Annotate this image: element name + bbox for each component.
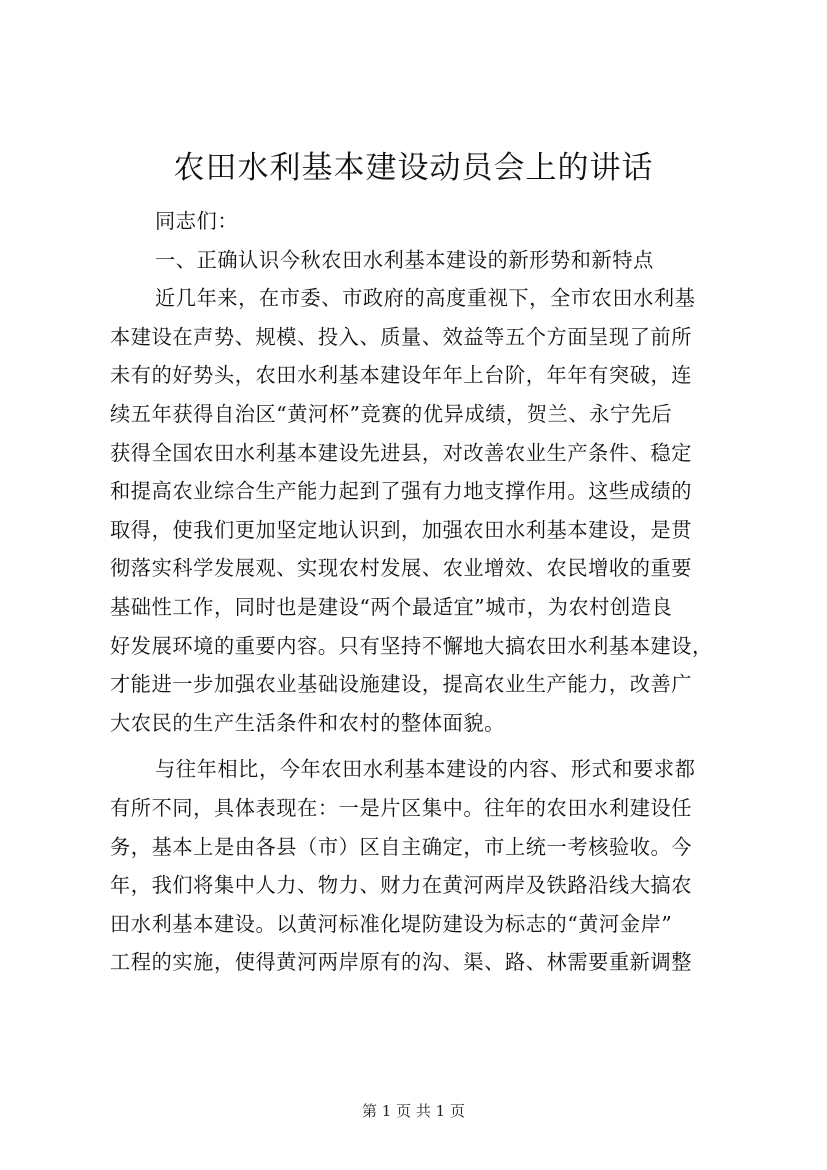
paragraph-line: 续五年获得自治区“黄河杯”竞赛的优异成绩，贺兰、永宁先后 xyxy=(110,401,673,426)
paragraph-1 xyxy=(110,279,720,742)
paragraph-line: 年，我们将集中人力、物力、财力在黄河两岸及铁路沿线大搞农 xyxy=(110,873,693,898)
greeting-line: 同志们： xyxy=(155,209,239,233)
paragraph-line: 未有的好势头，农田水利基本建设年年上台阶，年年有突破，连 xyxy=(110,363,693,388)
paragraph-line: 取得，使我们更加坚定地认识到，加强农田水利基本建设，是贯 xyxy=(110,517,693,542)
paragraph-line: 与往年相比，今年农田水利基本建设的内容、形式和要求都 xyxy=(155,757,696,782)
paragraph-line: 彻落实科学发展观、实现农村发展、农业增效、农民增收的重要 xyxy=(110,556,693,581)
paragraph-line: 本建设在声势、规模、投入、质量、效益等五个方面呈现了前所 xyxy=(110,324,693,349)
paragraph-line: 和提高农业综合生产能力起到了强有力地支撑作用。这些成绩的 xyxy=(110,479,693,504)
paragraph-line: 务，基本上是由各县（市）区自主确定，市上统一考核验收。今 xyxy=(110,834,693,859)
paragraph-line: 工程的实施，使得黄河两岸原有的沟、渠、路、林需要重新调整 xyxy=(110,950,693,975)
document-body xyxy=(110,202,720,982)
paragraph-gap xyxy=(110,742,720,750)
paragraph-line: 有所不同，具体表现在：一是片区集中。往年的农田水利建设任 xyxy=(110,795,693,820)
paragraph-line: 才能进一步加强农业基础设施建设，提高农业生产能力，改善广 xyxy=(110,672,693,697)
document-title: 农田水利基本建设动员会上的讲话 xyxy=(173,150,654,186)
paragraph-line: 获得全国农田水利基本建设先进县，对改善农业生产条件、稳定 xyxy=(110,440,693,465)
paragraph-line: 基础性工作，同时也是建设“两个最适宜”城市，为农村创造良 xyxy=(110,594,673,619)
section-heading: 一、正确认识今秋农田水利基本建设的新形势和新特点 xyxy=(155,247,654,272)
page-number: 第 1 页 共 1 页 xyxy=(362,1102,465,1120)
paragraph-2 xyxy=(110,750,720,982)
paragraph-line: 田水利基本建设。以黄河标准化堤防建设为标志的“黄河金岸” xyxy=(110,911,673,936)
paragraph-line: 好发展环境的重要内容。只有坚持不懈地大搞农田水利基本建设， xyxy=(110,633,713,658)
paragraph-line: 大农民的生产生活条件和农村的整体面貌。 xyxy=(110,710,505,735)
paragraph-line: 近几年来，在市委、市政府的高度重视下，全市农田水利基 xyxy=(155,286,696,311)
